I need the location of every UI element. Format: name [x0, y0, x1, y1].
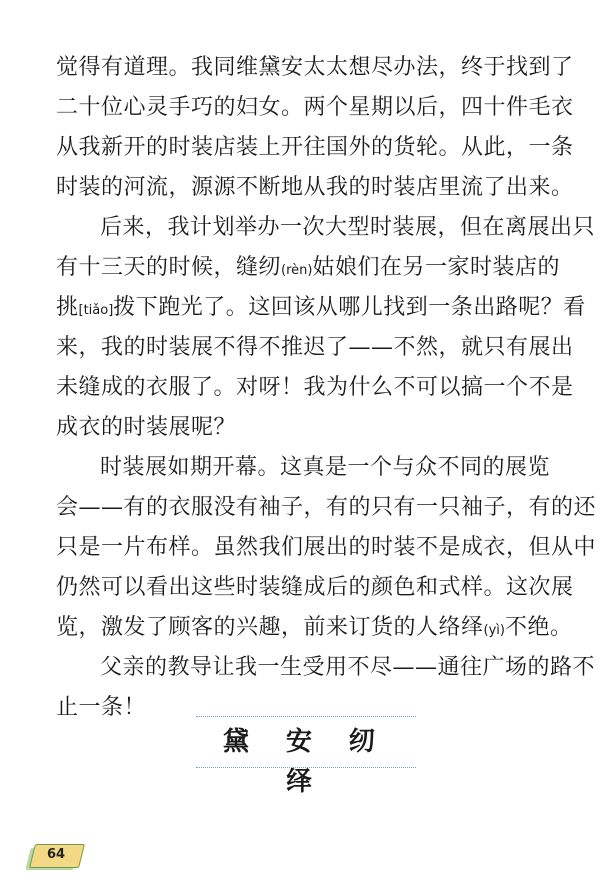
line-text: 时装展如期开幕。这真是一个与众不同的展览 [100, 455, 551, 480]
body-line-paragraph-start [56, 448, 556, 488]
line-text: 挑 [56, 295, 79, 320]
line-text: 来，我的时装展不得不推迟了——不然，就只有展出 [56, 335, 574, 360]
line-text: 未缝成的衣服了。对呀！我为什么不可以搞一个不是 [56, 375, 574, 400]
line-text: 从我新开的时装店装上开往国外的货轮。从此，一条 [56, 135, 574, 160]
body-text [56, 48, 597, 728]
vocab-top-rule [196, 716, 416, 717]
line-text: 姑娘们在另一家时装店的 [312, 255, 560, 280]
line-text: 览，激发了顾客的兴趣，前来订货的人络绎 [56, 615, 484, 640]
line-text: 拨下跑光了。这回该从哪儿找到一条出路呢？看 [113, 295, 586, 320]
vocabulary-box [196, 716, 416, 797]
body-line-paragraph-start [56, 648, 596, 688]
body-line [56, 608, 573, 648]
body-line [56, 368, 574, 408]
page-number: 64 [46, 847, 66, 862]
line-text: 不绝。 [504, 615, 573, 640]
body-line [56, 288, 586, 328]
line-text: 仍然可以看出这些时装缝成后的颜色和式样。这次展 [56, 575, 574, 600]
body-line-paragraph-start [56, 208, 596, 248]
body-line [56, 328, 574, 368]
line-text: 只是一片布样。虽然我们展出的时装不是成衣，但从中 [56, 535, 597, 560]
body-line [56, 128, 574, 168]
pinyin-annotation: [tiǎo] [78, 303, 114, 318]
body-line [56, 168, 574, 208]
line-text: 有十三天的时候，缝纫 [56, 255, 282, 280]
vocabulary-words: 黛 安 纫 绎 [222, 727, 390, 797]
line-text: 时装的河流，源源不断地从我的时装店里流了出来。 [56, 175, 574, 200]
line-text: 父亲的教导让我一生受用不尽——通往广场的路不 [100, 655, 596, 680]
body-line [56, 528, 597, 568]
body-line [56, 88, 574, 128]
line-text: 会——有的衣服没有袖子，有的只有一只袖子，有的还 [56, 495, 597, 520]
body-line [56, 248, 560, 288]
body-line [56, 48, 574, 88]
body-line [56, 408, 556, 448]
vocab-bottom-rule [196, 767, 416, 768]
pinyin-annotation: (rèn) [281, 263, 313, 278]
body-line [56, 568, 574, 608]
line-text: 后来，我计划举办一次大型时装展，但在离展出只 [100, 215, 596, 240]
line-text: 成衣的时装展呢？ [56, 415, 237, 440]
pinyin-annotation: (yì) [483, 623, 505, 638]
body-line [56, 488, 597, 528]
line-text: 觉得有道理。我同维黛安太太想尽办法，终于找到了 [56, 55, 574, 80]
line-text: 止一条！ [56, 695, 147, 720]
line-text: 二十位心灵手巧的妇女。两个星期以后，四十件毛衣 [56, 95, 574, 120]
